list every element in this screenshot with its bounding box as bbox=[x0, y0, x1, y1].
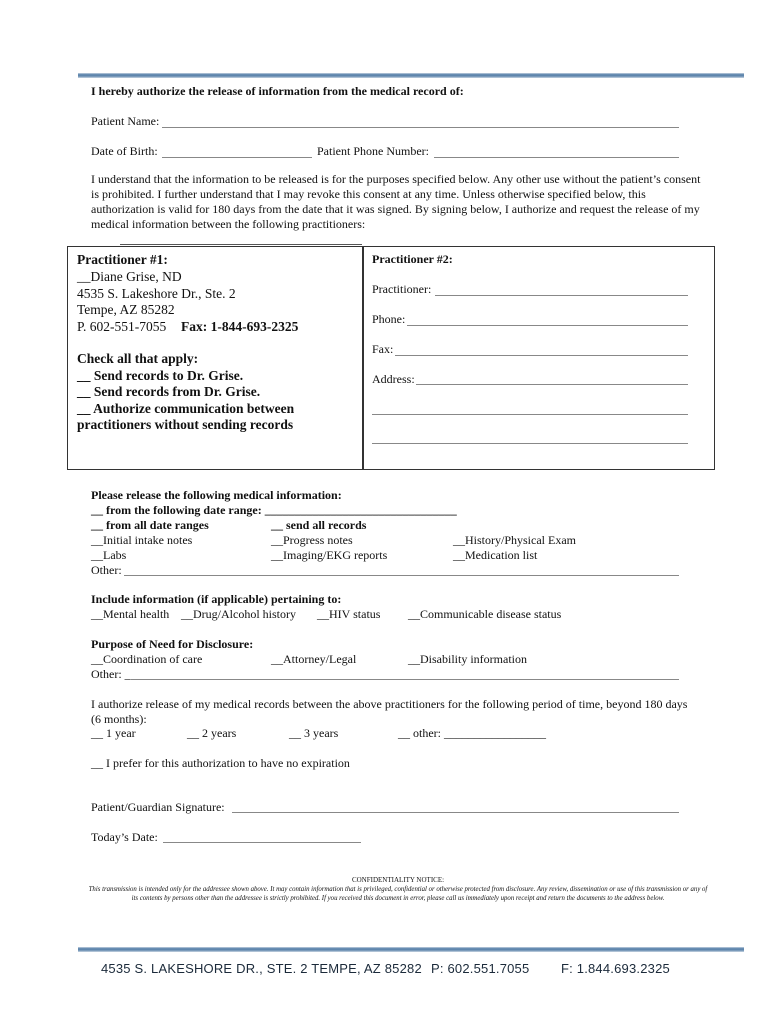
form-title: I hereby authorize the release of information from the medical record of: bbox=[91, 84, 464, 98]
no-expiration-option[interactable]: __ I prefer for this authorization to have no expiration bbox=[91, 756, 350, 770]
release-other-field[interactable] bbox=[124, 575, 679, 576]
period-other[interactable]: __ other: _________________ bbox=[398, 726, 546, 740]
practitioner-2-address-field-1[interactable] bbox=[416, 384, 688, 385]
period-text: I authorize release of my medical records between the above practitioners for the following period of time, beyond 180 days (6 months): bbox=[91, 697, 688, 726]
include-communicable[interactable]: __Communicable disease status bbox=[408, 607, 562, 621]
purpose-other-field[interactable] bbox=[131, 679, 679, 680]
patient-phone-label: Patient Phone Number: bbox=[317, 144, 429, 158]
include-heading: Include information (if applicable) pertaining to: bbox=[91, 592, 342, 606]
include-hiv[interactable]: __HIV status bbox=[317, 607, 381, 621]
option-send-from[interactable]: __ Send records from Dr. Grise. bbox=[77, 384, 261, 399]
purpose-disability[interactable]: __Disability information bbox=[408, 652, 527, 666]
include-mental-health[interactable]: __Mental health bbox=[91, 607, 170, 621]
include-drug-alcohol[interactable]: __Drug/Alcohol history bbox=[181, 607, 296, 621]
period-3-years[interactable]: __ 3 years bbox=[289, 726, 339, 740]
option-send-to[interactable]: __ Send records to Dr. Grise. bbox=[77, 368, 244, 383]
practitioner-2-name-field[interactable] bbox=[435, 295, 688, 296]
signature-label: Patient/Guardian Signature: bbox=[91, 800, 225, 814]
practitioner-2-heading: Practitioner #2: bbox=[372, 252, 453, 266]
bottom-divider bbox=[78, 947, 744, 952]
period-2-years[interactable]: __ 2 years bbox=[187, 726, 237, 740]
practitioner-2-address-label: Address: bbox=[372, 372, 415, 386]
purpose-other-label: Other: _ bbox=[91, 667, 131, 681]
release-medication-list[interactable]: __Medication list bbox=[453, 548, 538, 562]
release-history-physical[interactable]: __History/Physical Exam bbox=[453, 533, 576, 547]
purpose-heading: Purpose of Need for Disclosure: bbox=[91, 637, 254, 651]
patient-name-field[interactable] bbox=[162, 127, 679, 128]
practitioner-1-heading: Practitioner #1: bbox=[77, 252, 168, 267]
patient-phone-field[interactable] bbox=[434, 157, 679, 158]
footer-fax: F: 1.844.693.2325 bbox=[561, 961, 670, 976]
purpose-attorney[interactable]: __Attorney/Legal bbox=[271, 652, 357, 666]
practitioner-2-address-field-3[interactable] bbox=[372, 443, 688, 444]
practitioner-1-name[interactable]: __Diane Grise, ND bbox=[77, 269, 182, 284]
practitioner-1-fax: Fax: 1-844-693-2325 bbox=[181, 319, 299, 334]
release-heading: Please release the following medical information: bbox=[91, 488, 342, 502]
todays-date-label: Today’s Date: bbox=[91, 830, 158, 844]
practitioner-2-box bbox=[362, 246, 715, 470]
release-imaging[interactable]: __Imaging/EKG reports bbox=[271, 548, 388, 562]
option-authorize-communication-cont: practitioners without sending records bbox=[77, 417, 294, 432]
practitioner-2-phone-label: Phone: bbox=[372, 312, 406, 326]
footer-phone: P: 602.551.7055 bbox=[431, 961, 530, 976]
option-authorize-communication[interactable]: __ Authorize communication between bbox=[77, 401, 295, 416]
practitioner-box-top-rule bbox=[120, 244, 362, 245]
practitioner-1-address-line-2: Tempe, AZ 85282 bbox=[77, 302, 175, 317]
practitioner-2-phone-field[interactable] bbox=[407, 325, 688, 326]
release-all-dates[interactable]: __ from all date ranges bbox=[91, 518, 209, 532]
practitioner-1-phone: P. 602-551-7055 bbox=[77, 319, 167, 334]
purpose-coordination[interactable]: __Coordination of care bbox=[91, 652, 203, 666]
patient-name-label: Patient Name: bbox=[91, 114, 160, 128]
practitioner-2-address-field-2[interactable] bbox=[372, 414, 688, 415]
footer-address: 4535 S. LAKESHORE DR., STE. 2 TEMPE, AZ 85282 bbox=[101, 961, 422, 976]
consent-paragraph: I understand that the information to be released is for the purposes specified below. Any other use without the patient’s consent is prohibited. I further understand that I may revoke this consent at any time. Unless otherwise specified below, this authorization is valid for 180 days from the date that it was signed. By signing below, I authorize and request the release of my medical information between the following practitioners: bbox=[91, 172, 701, 231]
dob-field[interactable] bbox=[162, 157, 312, 158]
todays-date-field[interactable] bbox=[163, 842, 361, 843]
top-divider bbox=[78, 73, 744, 78]
release-all-records[interactable]: __ send all records bbox=[271, 518, 367, 532]
practitioner-2-fax-label: Fax: bbox=[372, 342, 394, 356]
release-progress-notes[interactable]: __Progress notes bbox=[271, 533, 353, 547]
practitioner-2-name-label: Practitioner: bbox=[372, 282, 432, 296]
release-initial-intake[interactable]: __Initial intake notes bbox=[91, 533, 193, 547]
dob-label: Date of Birth: bbox=[91, 144, 158, 158]
release-date-range[interactable]: __ from the following date range: ________________________________ bbox=[91, 503, 457, 517]
release-other-label: Other: bbox=[91, 563, 122, 577]
practitioner-2-fax-field[interactable] bbox=[395, 355, 688, 356]
release-labs[interactable]: __Labs bbox=[91, 548, 127, 562]
confidentiality-heading: CONFIDENTIALITY NOTICE: bbox=[351, 876, 445, 884]
period-1-year[interactable]: __ 1 year bbox=[91, 726, 136, 740]
practitioner-1-address-line-1: 4535 S. Lakeshore Dr., Ste. 2 bbox=[77, 286, 236, 301]
check-all-heading: Check all that apply: bbox=[77, 351, 199, 366]
signature-field[interactable] bbox=[232, 812, 679, 813]
confidentiality-text: This transmission is intended only for the addressee shown above. It may contain information that is privileged, confidential or otherwise protected from disclosure. Any review, dissemination or use of this transmission or any of its contents by persons other than the addressee is strictly prohibited. If you received this document in error, please call us immediately upon receipt and return the documents to the address below. bbox=[88, 886, 708, 902]
